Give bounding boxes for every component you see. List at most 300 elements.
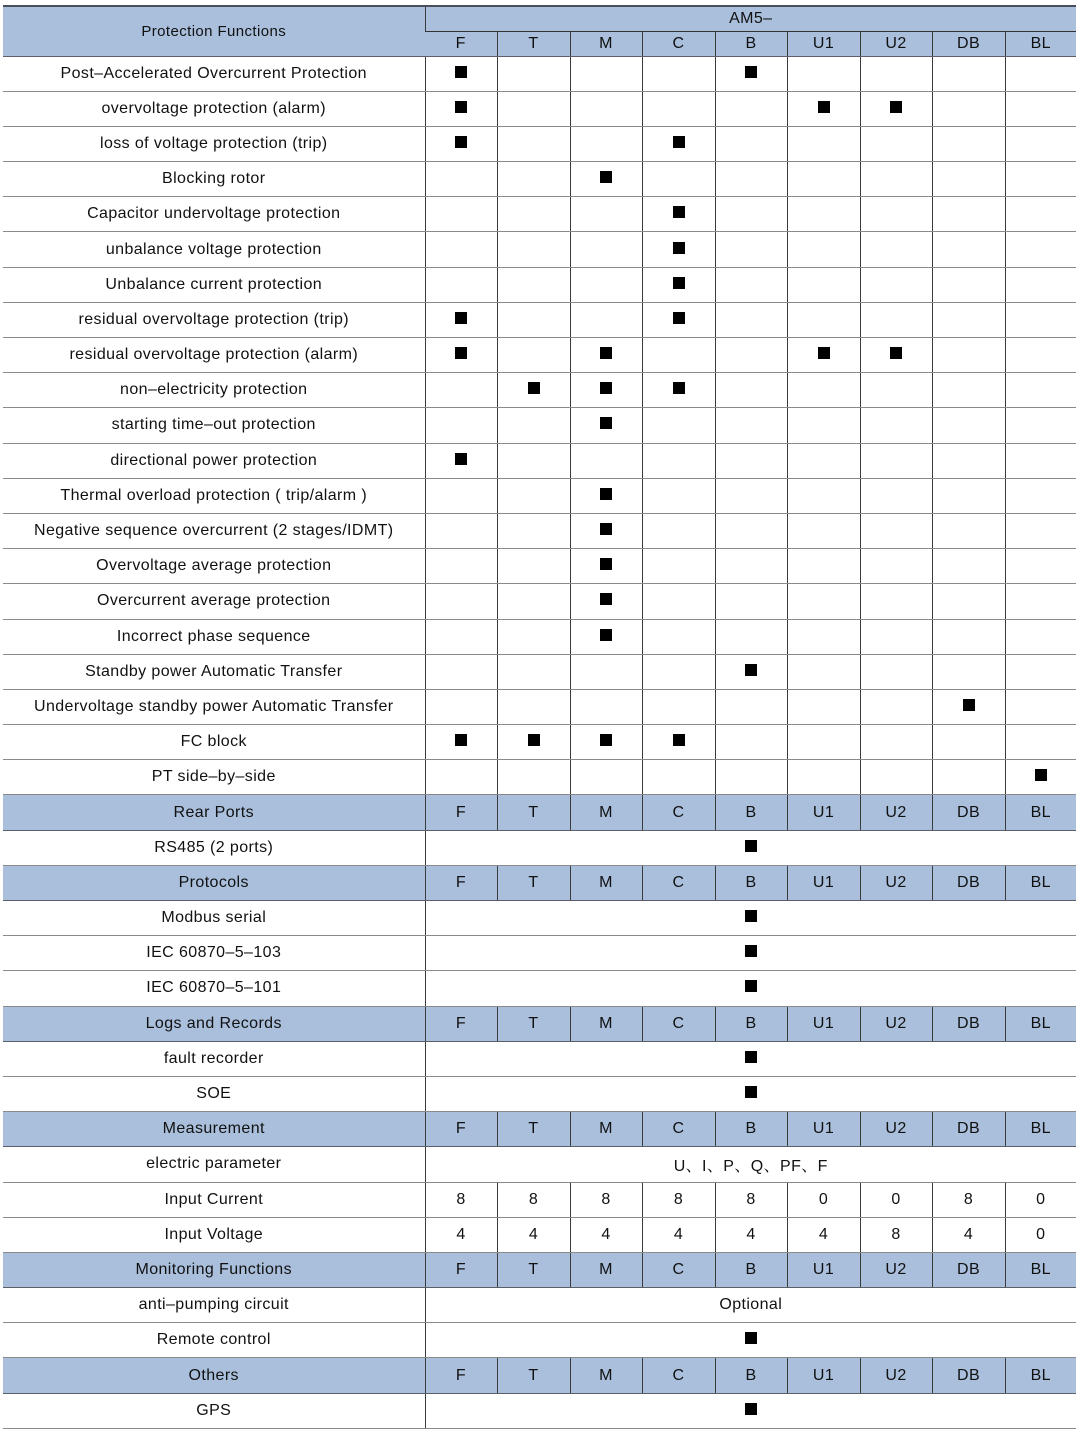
cell-t [497, 162, 570, 197]
cell-m [570, 478, 642, 513]
cell-db [932, 338, 1005, 373]
row-label: SOE [3, 1076, 425, 1111]
model-header-db: DB [932, 795, 1005, 830]
filled-square-icon [818, 347, 830, 359]
section-title: Rear Ports [3, 795, 425, 830]
cell-u1: 0 [787, 1182, 860, 1217]
filled-square-icon [528, 382, 540, 394]
model-header-c: C [642, 865, 715, 900]
cell-u1 [787, 338, 860, 373]
cell-u2 [860, 91, 932, 126]
cell-f: 4 [425, 1217, 497, 1252]
filled-square-icon [673, 734, 685, 746]
model-header-c: C [642, 795, 715, 830]
cell-u2 [860, 513, 932, 548]
cell-c [642, 267, 715, 302]
model-header-u1: U1 [787, 795, 860, 830]
filled-square-icon [600, 417, 612, 429]
cell-db [932, 513, 1005, 548]
model-header-t: T [497, 1006, 570, 1041]
cell-f [425, 549, 497, 584]
cell-b: 4 [715, 1217, 787, 1252]
model-header-b: B [715, 1358, 787, 1393]
cell-t [497, 513, 570, 548]
cell-all-models [425, 1041, 1076, 1076]
cell-db [932, 725, 1005, 760]
filled-square-icon [455, 312, 467, 324]
cell-f [425, 478, 497, 513]
cell-b [715, 689, 787, 724]
cell-u2: 0 [860, 1182, 932, 1217]
row-label: Input Voltage [3, 1217, 425, 1252]
model-header-db: DB [932, 865, 1005, 900]
cell-bl [1005, 197, 1076, 232]
filled-square-icon [745, 1051, 757, 1063]
filled-square-icon [600, 523, 612, 535]
cell-bl [1005, 373, 1076, 408]
cell-db [932, 91, 1005, 126]
filled-square-icon [673, 136, 685, 148]
cell-all-models [425, 971, 1076, 1006]
cell-u1 [787, 584, 860, 619]
model-header-b: B [715, 1252, 787, 1287]
row-label: Capacitor undervoltage protection [3, 197, 425, 232]
cell-m [570, 197, 642, 232]
cell-t: 8 [497, 1182, 570, 1217]
cell-m [570, 584, 642, 619]
cell-u1 [787, 725, 860, 760]
cell-u1 [787, 302, 860, 337]
cell-m [570, 126, 642, 161]
model-header-t: T [497, 795, 570, 830]
cell-t [497, 408, 570, 443]
row-label: non–electricity protection [3, 373, 425, 408]
cell-b [715, 56, 787, 91]
row-label: GPS [3, 1393, 425, 1428]
row-label: Input Current [3, 1182, 425, 1217]
cell-u1 [787, 232, 860, 267]
cell-db [932, 689, 1005, 724]
cell-t [497, 619, 570, 654]
cell-all-models [425, 830, 1076, 865]
cell-u2 [860, 267, 932, 302]
cell-all-models [425, 1076, 1076, 1111]
cell-b [715, 549, 787, 584]
section-header-row [3, 1112, 1076, 1147]
model-header-m: M [570, 31, 642, 56]
table-row [3, 901, 1076, 936]
table-row [3, 584, 1076, 619]
model-header-u1: U1 [787, 31, 860, 56]
table-row [3, 830, 1076, 865]
cell-b [715, 513, 787, 548]
cell-bl [1005, 162, 1076, 197]
model-header-f: F [425, 31, 497, 56]
model-header-bl: BL [1005, 1252, 1076, 1287]
cell-c: 8 [642, 1182, 715, 1217]
section-title: Others [3, 1358, 425, 1393]
cell-c [642, 725, 715, 760]
cell-u1 [787, 373, 860, 408]
cell-bl: 0 [1005, 1182, 1076, 1217]
cell-db [932, 549, 1005, 584]
cell-b [715, 373, 787, 408]
section-title: Protocols [3, 865, 425, 900]
cell-u2 [860, 654, 932, 689]
row-label: IEC 60870–5–101 [3, 971, 425, 1006]
filled-square-icon [745, 66, 757, 78]
filled-square-icon [673, 277, 685, 289]
model-header-m: M [570, 1006, 642, 1041]
model-header-u1: U1 [787, 1006, 860, 1041]
cell-t [497, 232, 570, 267]
row-label: Thermal overload protection ( trip/alarm ) [3, 478, 425, 513]
model-header-c: C [642, 1006, 715, 1041]
row-label: directional power protection [3, 443, 425, 478]
model-group-header: AM5– [425, 6, 1076, 31]
model-header-db: DB [932, 1252, 1005, 1287]
row-label: electric parameter [3, 1147, 425, 1182]
row-label: FC block [3, 725, 425, 760]
cell-t [497, 126, 570, 161]
table-row [3, 936, 1076, 971]
filled-square-icon [600, 171, 612, 183]
model-header-t: T [497, 1112, 570, 1147]
cell-m [570, 302, 642, 337]
cell-db [932, 197, 1005, 232]
model-header-u2: U2 [860, 1112, 932, 1147]
column-header-protection-functions: Protection Functions [3, 6, 425, 56]
model-header-f: F [425, 795, 497, 830]
cell-db [932, 408, 1005, 443]
filled-square-icon [455, 453, 467, 465]
filled-square-icon [455, 101, 467, 113]
cell-f [425, 654, 497, 689]
filled-square-icon [600, 558, 612, 570]
filled-square-icon [745, 1086, 757, 1098]
cell-bl [1005, 302, 1076, 337]
filled-square-icon [600, 488, 612, 500]
model-header-c: C [642, 31, 715, 56]
cell-c [642, 478, 715, 513]
cell-c [642, 197, 715, 232]
model-header-f: F [425, 1112, 497, 1147]
cell-m [570, 513, 642, 548]
cell-f [425, 513, 497, 548]
cell-bl [1005, 619, 1076, 654]
cell-bl [1005, 549, 1076, 584]
section-header-row [3, 1252, 1076, 1287]
cell-m [570, 338, 642, 373]
cell-b [715, 654, 787, 689]
cell-t [497, 725, 570, 760]
row-label: fault recorder [3, 1041, 425, 1076]
cell-u2 [860, 443, 932, 478]
cell-u1 [787, 91, 860, 126]
cell-db [932, 232, 1005, 267]
cell-m [570, 619, 642, 654]
table-row [3, 197, 1076, 232]
cell-f [425, 408, 497, 443]
cell-all-models [425, 1393, 1076, 1428]
cell-bl [1005, 654, 1076, 689]
cell-c [642, 56, 715, 91]
cell-u1 [787, 267, 860, 302]
section-title: Logs and Records [3, 1006, 425, 1041]
row-label: overvoltage protection (alarm) [3, 91, 425, 126]
cell-u1 [787, 408, 860, 443]
model-header-bl: BL [1005, 865, 1076, 900]
cell-b [715, 619, 787, 654]
model-header-u1: U1 [787, 865, 860, 900]
cell-u1 [787, 162, 860, 197]
model-header-c: C [642, 1358, 715, 1393]
cell-u1 [787, 619, 860, 654]
cell-db [932, 584, 1005, 619]
model-header-f: F [425, 1252, 497, 1287]
cell-b [715, 302, 787, 337]
filled-square-icon [818, 101, 830, 113]
cell-b [715, 126, 787, 161]
table-header-row [3, 6, 1076, 31]
cell-f [425, 126, 497, 161]
cell-u1 [787, 478, 860, 513]
cell-db [932, 267, 1005, 302]
table-row [3, 302, 1076, 337]
filled-square-icon [673, 206, 685, 218]
cell-u1 [787, 126, 860, 161]
cell-db [932, 162, 1005, 197]
cell-t [497, 197, 570, 232]
cell-c [642, 126, 715, 161]
model-header-u2: U2 [860, 865, 932, 900]
cell-all-models [425, 901, 1076, 936]
cell-c [642, 373, 715, 408]
model-header-t: T [497, 865, 570, 900]
filled-square-icon [455, 136, 467, 148]
cell-t [497, 338, 570, 373]
cell-m: 8 [570, 1182, 642, 1217]
cell-b [715, 443, 787, 478]
cell-db [932, 443, 1005, 478]
cell-b [715, 584, 787, 619]
table-row [3, 619, 1076, 654]
cell-u2: 8 [860, 1217, 932, 1252]
cell-f [425, 197, 497, 232]
model-header-b: B [715, 31, 787, 56]
filled-square-icon [745, 840, 757, 852]
cell-t [497, 91, 570, 126]
filled-square-icon [1035, 769, 1047, 781]
table-row [3, 1217, 1076, 1252]
model-header-db: DB [932, 1112, 1005, 1147]
cell-b [715, 232, 787, 267]
model-header-bl: BL [1005, 31, 1076, 56]
row-label: Overvoltage average protection [3, 549, 425, 584]
table-row [3, 91, 1076, 126]
cell-m [570, 725, 642, 760]
cell-u1 [787, 689, 860, 724]
cell-bl: 0 [1005, 1217, 1076, 1252]
cell-u2 [860, 338, 932, 373]
cell-c [642, 584, 715, 619]
filled-square-icon [745, 910, 757, 922]
cell-m [570, 267, 642, 302]
cell-u1 [787, 197, 860, 232]
filled-square-icon [600, 382, 612, 394]
table-row [3, 549, 1076, 584]
cell-bl [1005, 443, 1076, 478]
table-row [3, 338, 1076, 373]
cell-f [425, 338, 497, 373]
table-row [3, 162, 1076, 197]
row-label: anti–pumping circuit [3, 1288, 425, 1323]
model-header-m: M [570, 1252, 642, 1287]
cell-t [497, 760, 570, 795]
cell-c [642, 162, 715, 197]
cell-m [570, 373, 642, 408]
model-header-f: F [425, 1006, 497, 1041]
filled-square-icon [600, 347, 612, 359]
cell-m: 4 [570, 1217, 642, 1252]
table-row [3, 725, 1076, 760]
cell-c [642, 513, 715, 548]
cell-c [642, 760, 715, 795]
cell-u1 [787, 549, 860, 584]
cell-t [497, 267, 570, 302]
table-row [3, 1076, 1076, 1111]
model-header-m: M [570, 795, 642, 830]
cell-u1 [787, 513, 860, 548]
cell-db [932, 373, 1005, 408]
cell-b [715, 197, 787, 232]
model-header-u2: U2 [860, 31, 932, 56]
cell-u2 [860, 478, 932, 513]
cell-u1 [787, 654, 860, 689]
cell-bl [1005, 478, 1076, 513]
cell-f: 8 [425, 1182, 497, 1217]
section-title: Monitoring Functions [3, 1252, 425, 1287]
row-label: Blocking rotor [3, 162, 425, 197]
filled-square-icon [745, 664, 757, 676]
cell-b [715, 725, 787, 760]
row-label: Standby power Automatic Transfer [3, 654, 425, 689]
filled-square-icon [455, 347, 467, 359]
model-header-m: M [570, 1112, 642, 1147]
cell-m [570, 549, 642, 584]
model-header-db: DB [932, 1006, 1005, 1041]
table-row [3, 408, 1076, 443]
row-label: Post–Accelerated Overcurrent Protection [3, 56, 425, 91]
cell-u2 [860, 689, 932, 724]
cell-db [932, 654, 1005, 689]
filled-square-icon [528, 734, 540, 746]
cell-b: 8 [715, 1182, 787, 1217]
row-label: Modbus serial [3, 901, 425, 936]
cell-bl [1005, 56, 1076, 91]
cell-f [425, 689, 497, 724]
filled-square-icon [745, 945, 757, 957]
table-row [3, 126, 1076, 161]
cell-bl [1005, 584, 1076, 619]
cell-u2 [860, 232, 932, 267]
cell-db: 8 [932, 1182, 1005, 1217]
filled-square-icon [890, 347, 902, 359]
filled-square-icon [455, 66, 467, 78]
model-header-m: M [570, 865, 642, 900]
cell-t [497, 654, 570, 689]
section-header-row [3, 1358, 1076, 1393]
cell-f [425, 373, 497, 408]
cell-c [642, 91, 715, 126]
cell-u1 [787, 443, 860, 478]
cell-u2 [860, 126, 932, 161]
model-header-u2: U2 [860, 795, 932, 830]
filled-square-icon [963, 699, 975, 711]
cell-t [497, 689, 570, 724]
cell-c [642, 689, 715, 724]
cell-u1 [787, 56, 860, 91]
cell-t [497, 443, 570, 478]
cell-m [570, 654, 642, 689]
cell-c [642, 549, 715, 584]
row-label: Remote control [3, 1323, 425, 1358]
table-row [3, 373, 1076, 408]
cell-b [715, 760, 787, 795]
table-row [3, 443, 1076, 478]
cell-m [570, 443, 642, 478]
cell-u2 [860, 619, 932, 654]
cell-t [497, 478, 570, 513]
cell-f [425, 443, 497, 478]
cell-bl [1005, 408, 1076, 443]
cell-c [642, 654, 715, 689]
table-row [3, 513, 1076, 548]
filled-square-icon [673, 382, 685, 394]
cell-bl [1005, 338, 1076, 373]
cell-b [715, 162, 787, 197]
cell-b [715, 478, 787, 513]
model-header-f: F [425, 1358, 497, 1393]
cell-u2 [860, 56, 932, 91]
row-label: PT side–by–side [3, 760, 425, 795]
cell-m [570, 91, 642, 126]
model-header-db: DB [932, 1358, 1005, 1393]
row-label: residual overvoltage protection (trip) [3, 302, 425, 337]
table-row [3, 971, 1076, 1006]
cell-f [425, 302, 497, 337]
model-header-c: C [642, 1112, 715, 1147]
cell-bl [1005, 126, 1076, 161]
model-header-c: C [642, 1252, 715, 1287]
cell-bl [1005, 513, 1076, 548]
row-label: Negative sequence overcurrent (2 stages/IDMT) [3, 513, 425, 548]
model-header-db: DB [932, 31, 1005, 56]
cell-db: 4 [932, 1217, 1005, 1252]
model-header-u2: U2 [860, 1252, 932, 1287]
table-row [3, 1147, 1076, 1182]
model-header-u1: U1 [787, 1112, 860, 1147]
cell-u2 [860, 408, 932, 443]
filled-square-icon [745, 980, 757, 992]
cell-m [570, 689, 642, 724]
model-header-bl: BL [1005, 1358, 1076, 1393]
section-header-row [3, 795, 1076, 830]
cell-m [570, 760, 642, 795]
cell-u1 [787, 760, 860, 795]
cell-bl [1005, 760, 1076, 795]
cell-f [425, 267, 497, 302]
